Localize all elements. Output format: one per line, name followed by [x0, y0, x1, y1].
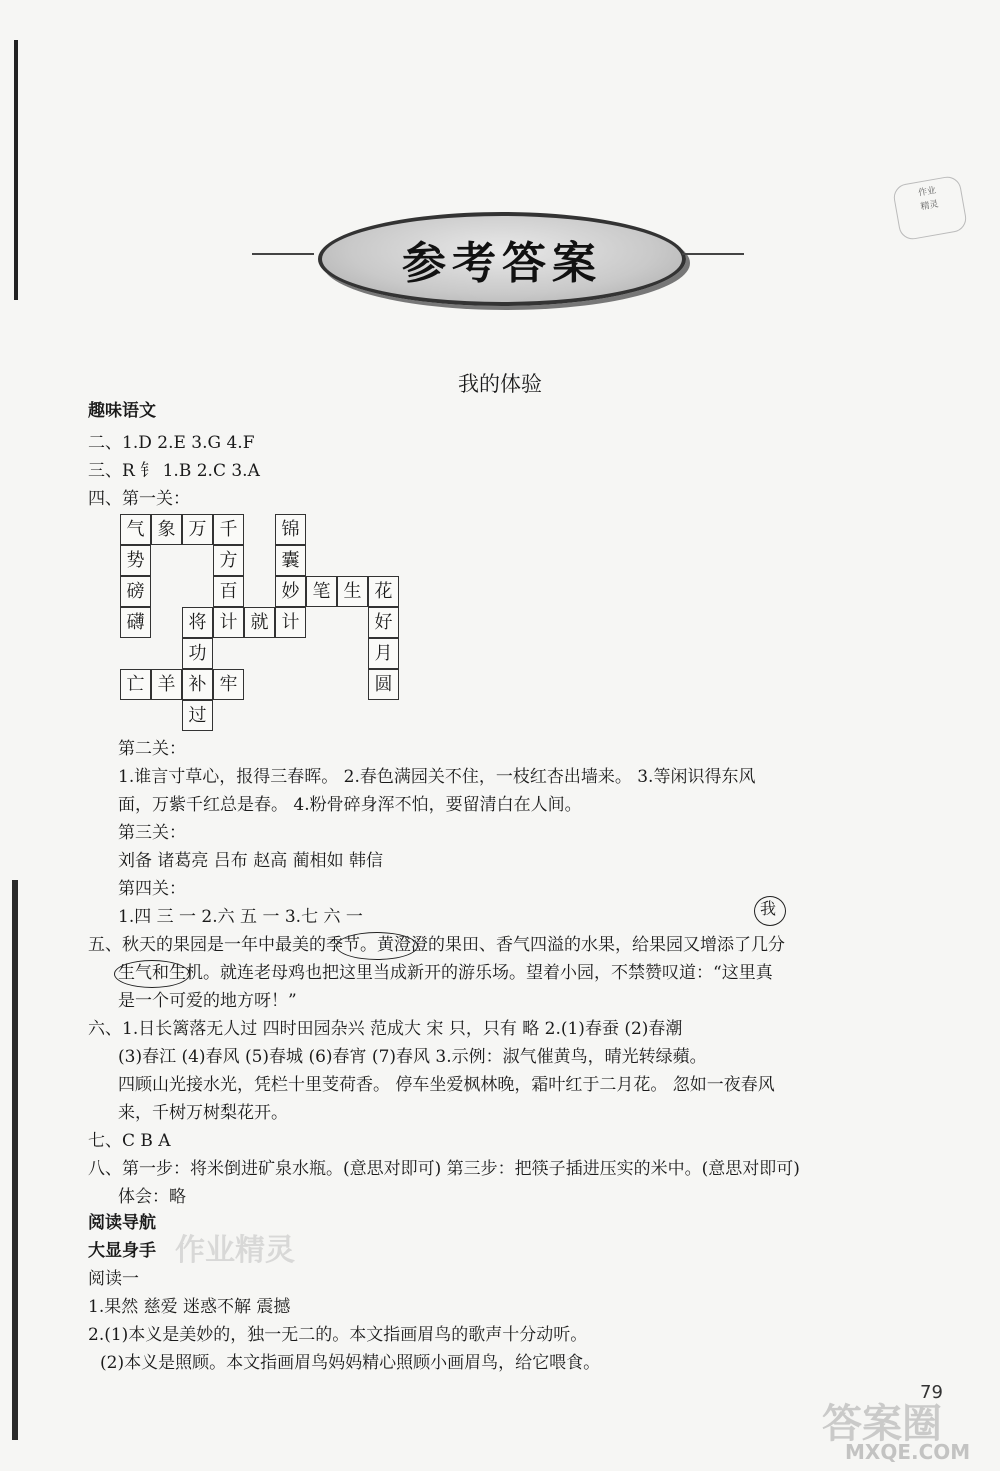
- title-banner: [318, 212, 686, 306]
- answer-line: 第四关：: [118, 879, 186, 899]
- answer-line: 第三关：: [118, 823, 186, 843]
- answer-line: 六、1.日长篱落无人过 四时田园杂兴 范成大 宋 只，只有 略 2.(1)春蚕 (2)春潮: [88, 1019, 683, 1039]
- answer-line: 生气和生机。就连老母鸡也把这里当成新开的游乐场。望着小园，不禁赞叹道：“这里真: [118, 963, 773, 983]
- crossword-cell: 好: [368, 607, 399, 638]
- answer-line: 刘备 诸葛亮 吕布 赵高 蔺相如 韩信: [118, 851, 384, 871]
- answer-line: 阅读一: [88, 1269, 139, 1289]
- crossword-cell: 方: [213, 545, 244, 576]
- answer-line: 第二关：: [118, 739, 186, 759]
- crossword-cell: 功: [182, 638, 213, 669]
- answer-line: 四顾山光接水光，凭栏十里芰荷香。 停车坐爱枫林晚，霜叶红于二月花。 忽如一夜春风: [118, 1075, 775, 1095]
- answer-line: 五、秋天的果园是一年中最美的季节。黄澄澄的果田、香气四溢的水果，给果园又增添了几分: [88, 935, 785, 955]
- crossword-cell: 势: [120, 545, 151, 576]
- crossword-cell: 妙: [275, 576, 306, 607]
- answer-line: 2.(1)本义是美妙的，独一无二的。本文指画眉鸟的歌声十分动听。: [88, 1325, 588, 1345]
- crossword-cell: 气: [120, 514, 151, 545]
- crossword-cell: 千: [213, 514, 244, 545]
- crossword-cell: 万: [182, 514, 213, 545]
- crossword-cell: 生: [337, 576, 368, 607]
- stamp-line: 精灵: [919, 199, 940, 213]
- section-title: 我的体验: [458, 372, 542, 396]
- part-heading: 趣味语文: [88, 401, 156, 421]
- answer-line: 面，万紫千红总是春。 4.粉骨碎身浑不怕，要留清白在人间。: [118, 795, 582, 815]
- answer-line: 八、第一步：将米倒进矿泉水瓶。(意思对即可) 第三步：把筷子插进压实的米中。(意思对即可): [88, 1159, 800, 1179]
- answer-line: 三、R 钅 1.B 2.C 3.A: [88, 461, 260, 481]
- page-edge-lower: [12, 880, 18, 1440]
- answer-line: 四、第一关：: [88, 489, 190, 509]
- part-heading: 大显身手: [88, 1241, 156, 1261]
- crossword-cell: 圆: [368, 669, 399, 700]
- answer-line: (3)春江 (4)春风 (5)春城 (6)春宵 (7)春风 3.示例：淑气催黄鸟，晴光转绿蘋。: [118, 1047, 707, 1067]
- watermark-url: MXQE.COM: [845, 1440, 971, 1464]
- crossword-cell: 牢: [213, 669, 244, 700]
- banner-line-left: [252, 253, 314, 255]
- crossword-cell: 将: [182, 607, 213, 638]
- banner-line-right: [682, 253, 744, 255]
- page-number: 79: [920, 1382, 943, 1403]
- crossword-cell: 羊: [151, 669, 182, 700]
- crossword-cell: 囊: [275, 545, 306, 576]
- crossword-cell: 磅: [120, 576, 151, 607]
- crossword-cell: 计: [213, 607, 244, 638]
- crossword-cell: 笔: [306, 576, 337, 607]
- crossword-cell: 亡: [120, 669, 151, 700]
- answer-line: 二、1.D 2.E 3.G 4.F: [88, 433, 255, 453]
- answer-line: (2)本义是照顾。本文指画眉鸟妈妈精心照顾小画眉鸟，给它喂食。: [100, 1353, 601, 1373]
- crossword-cell: 就: [244, 607, 275, 638]
- crossword-cell: 象: [151, 514, 182, 545]
- answer-line: 来，千树万树梨花开。: [118, 1103, 288, 1123]
- crossword-cell: 锦: [275, 514, 306, 545]
- page-title: 参考答案: [402, 238, 602, 289]
- watermark: 答案圈: [822, 1401, 942, 1447]
- stamp-line: 作业: [917, 185, 937, 199]
- answer-line: 1.四 三 一 2.六 五 一 3.七 六 一: [118, 907, 363, 927]
- crossword-cell: 月: [368, 638, 399, 669]
- part-heading: 阅读导航: [88, 1213, 156, 1233]
- faint-watermark: 作业精灵: [175, 1233, 295, 1268]
- answer-line: 是一个可爱的地方呀！”: [118, 991, 297, 1011]
- crossword-cell: 补: [182, 669, 213, 700]
- crossword-cell: 过: [182, 700, 213, 731]
- page-edge: [14, 40, 18, 300]
- crossword-cell: 百: [213, 576, 244, 607]
- answer-line: 体会：略: [118, 1187, 186, 1207]
- answer-line: 七、C B A: [88, 1131, 171, 1151]
- correction-mark: 我: [760, 899, 777, 918]
- crossword-cell: 花: [368, 576, 399, 607]
- answer-line: 1.果然 慈爱 迷惑不解 震撼: [88, 1297, 291, 1317]
- logo-stamp: [892, 175, 969, 242]
- answer-line: 1.谁言寸草心，报得三春晖。 2.春色满园关不住，一枝红杏出墙来。 3.等闲识得东风: [118, 767, 756, 787]
- crossword-cell: 礴: [120, 607, 151, 638]
- crossword-cell: 计: [275, 607, 306, 638]
